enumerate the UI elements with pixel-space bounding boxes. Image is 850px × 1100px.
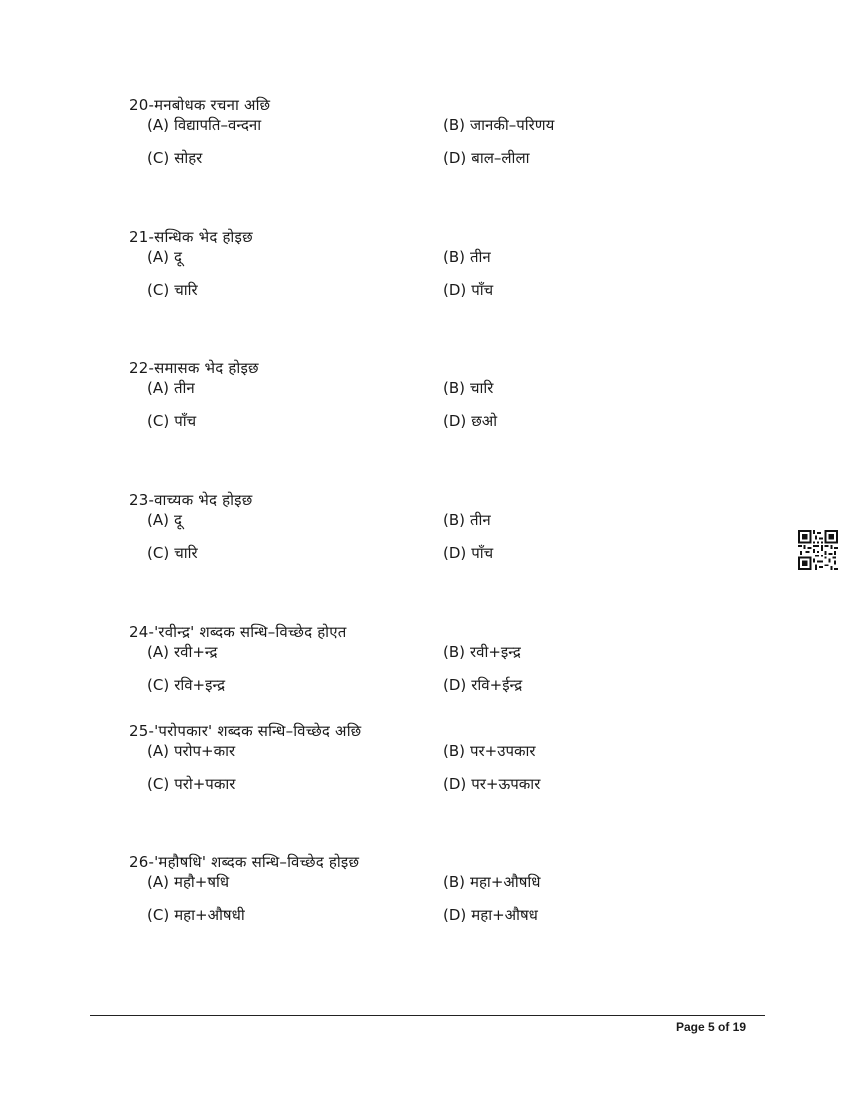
- question-24: [129, 622, 769, 708]
- options-row: [129, 872, 769, 905]
- option-a: (A) महौ+षधि: [147, 873, 230, 891]
- footer-divider: [90, 1015, 765, 1016]
- option-d: (D) पाँच: [443, 281, 494, 299]
- question-text: 23-वाच्यक भेद होइछ: [129, 491, 253, 509]
- option-b: (B) रवी+इन्द्र: [443, 643, 521, 661]
- option-b: (B) महा+औषधि: [443, 873, 541, 891]
- option-b: (B) जानकी–परिणय: [443, 116, 555, 134]
- options-row: [129, 774, 769, 807]
- option-b: (B) तीन: [443, 511, 491, 529]
- option-a: (A) विद्यापति–वन्दना: [147, 116, 262, 134]
- option-d: (D) महा+औषध: [443, 906, 538, 924]
- question-text: 26-'महौषधि' शब्दक सन्धि–विच्छेद होइछ: [129, 853, 360, 871]
- option-d: (D) रवि+ईन्द्र: [443, 676, 523, 694]
- option-d: (D) पर+ऊपकार: [443, 775, 541, 793]
- question-text: 22-समासक भेद होइछ: [129, 359, 259, 377]
- page-number: Page 5 of 19: [676, 1020, 747, 1034]
- options-row: [129, 675, 769, 708]
- option-c: (C) चारि: [147, 281, 198, 299]
- option-a: (A) तीन: [147, 379, 195, 397]
- option-a: (A) परोप+कार: [147, 742, 236, 760]
- option-c: (C) रवि+इन्द्र: [147, 676, 226, 694]
- option-d: (D) पाँच: [443, 544, 494, 562]
- question-text: 24-'रवीन्द्र' शब्दक सन्धि–विच्छेद होएत: [129, 623, 347, 641]
- question-text: 25-'परोपकार' शब्दक सन्धि–विच्छेद अछि: [129, 722, 362, 740]
- options-row: [129, 148, 769, 181]
- question-text: 20-मनबोधक रचना अछि: [129, 96, 271, 114]
- option-c: (C) महा+औषधी: [147, 906, 245, 924]
- question-23: [129, 490, 769, 576]
- question-21: [129, 227, 769, 313]
- options-row: [129, 247, 769, 280]
- option-d: (D) बाल–लीला: [443, 149, 530, 167]
- option-d: (D) छओ: [443, 412, 498, 430]
- option-b: (B) पर+उपकार: [443, 742, 536, 760]
- options-row: [129, 510, 769, 543]
- question-22: [129, 358, 769, 444]
- options-row: [129, 741, 769, 774]
- options-row: [129, 543, 769, 576]
- question-20: [129, 95, 769, 181]
- question-26: [129, 852, 769, 938]
- options-row: [129, 115, 769, 148]
- option-b: (B) तीन: [443, 248, 491, 266]
- option-a: (A) दू: [147, 511, 182, 529]
- question-text: 21-सन्धिक भेद होइछ: [129, 228, 253, 246]
- option-a: (A) रवी+न्द्र: [147, 643, 218, 661]
- option-a: (A) दू: [147, 248, 182, 266]
- option-c: (C) परो+पकार: [147, 775, 236, 793]
- options-row: [129, 411, 769, 444]
- options-row: [129, 905, 769, 938]
- qr-code-icon: [798, 530, 838, 570]
- options-row: [129, 280, 769, 313]
- question-25: [129, 721, 769, 807]
- option-c: (C) पाँच: [147, 412, 197, 430]
- option-b: (B) चारि: [443, 379, 494, 397]
- option-c: (C) सोहर: [147, 149, 203, 167]
- options-row: [129, 378, 769, 411]
- option-c: (C) चारि: [147, 544, 198, 562]
- options-row: [129, 642, 769, 675]
